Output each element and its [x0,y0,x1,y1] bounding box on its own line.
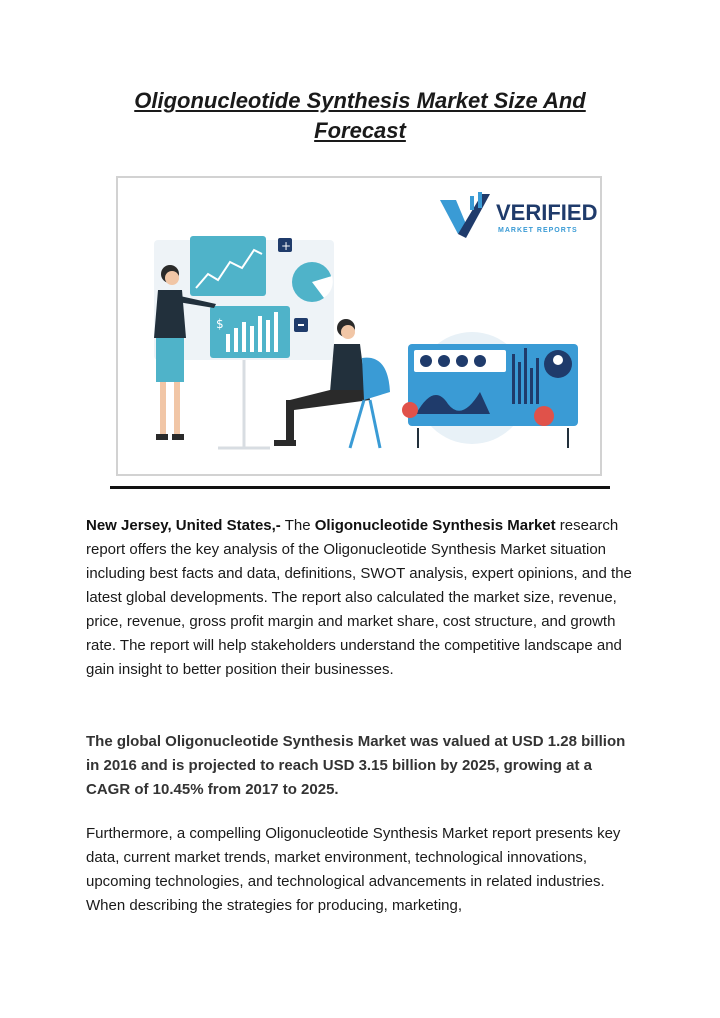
intro-paragraph [86,514,634,682]
market-name-bold: Oligonucleotide Synthesis Market [314,517,556,534]
furthermore-paragraph: Furthermore, a compelling Oligonucleotide Synthesis Market report presents key data, current market trends, market environment, technological innovations, upcoming technologies, and technological advancements in related industries. When describing the strategies for producing, marketing, [86,825,621,914]
presenter-skirt [156,338,184,382]
divider-rule [110,486,610,489]
market-illustration [118,178,600,474]
market-value-paragraph: The global Oligonucleotide Synthesis Market was valued at USD 1.28 billion in 2016 and is projected to reach USD 3.15 billion by 2025, growing at a CAGR of 10.45% from 2017 to 2025. [86,733,626,798]
plant-pot-left [402,402,418,418]
seated-legs [290,390,370,410]
hero-illustration [116,176,602,476]
page-title: Oligonucleotide Synthesis Market Size And Forecast [134,88,586,143]
presenter-face [165,271,179,285]
logo-name: VERIFIED [496,200,598,225]
location-lead: New Jersey, United States,- [86,517,281,534]
the-word: The [284,517,311,534]
svg-text:+: + [281,239,292,253]
logo-mark-bar [470,196,474,210]
logo-subtitle: MARKET REPORTS [498,227,578,234]
chair [362,358,390,400]
dashboard-screen [402,332,578,448]
verified-logo [440,192,597,238]
seated-jacket [330,344,366,392]
intro-rest: research report offers the key analysis of the Oligonucleotide Synthesis Market situation including best facts and data, definitions, SWOT analysis, expert opinions, and the latest global developments. The report also calculated the market size, revenue, price, revenue, gross profit margin and market share, cost structure, and growth rate. The report will help stakeholders understand the competitive landscape and gain insight to better position their businesses. [86,517,632,678]
logo-mark-bar [478,192,482,208]
dollar-icon: $ [216,317,224,331]
plant-pot-right [534,406,554,426]
